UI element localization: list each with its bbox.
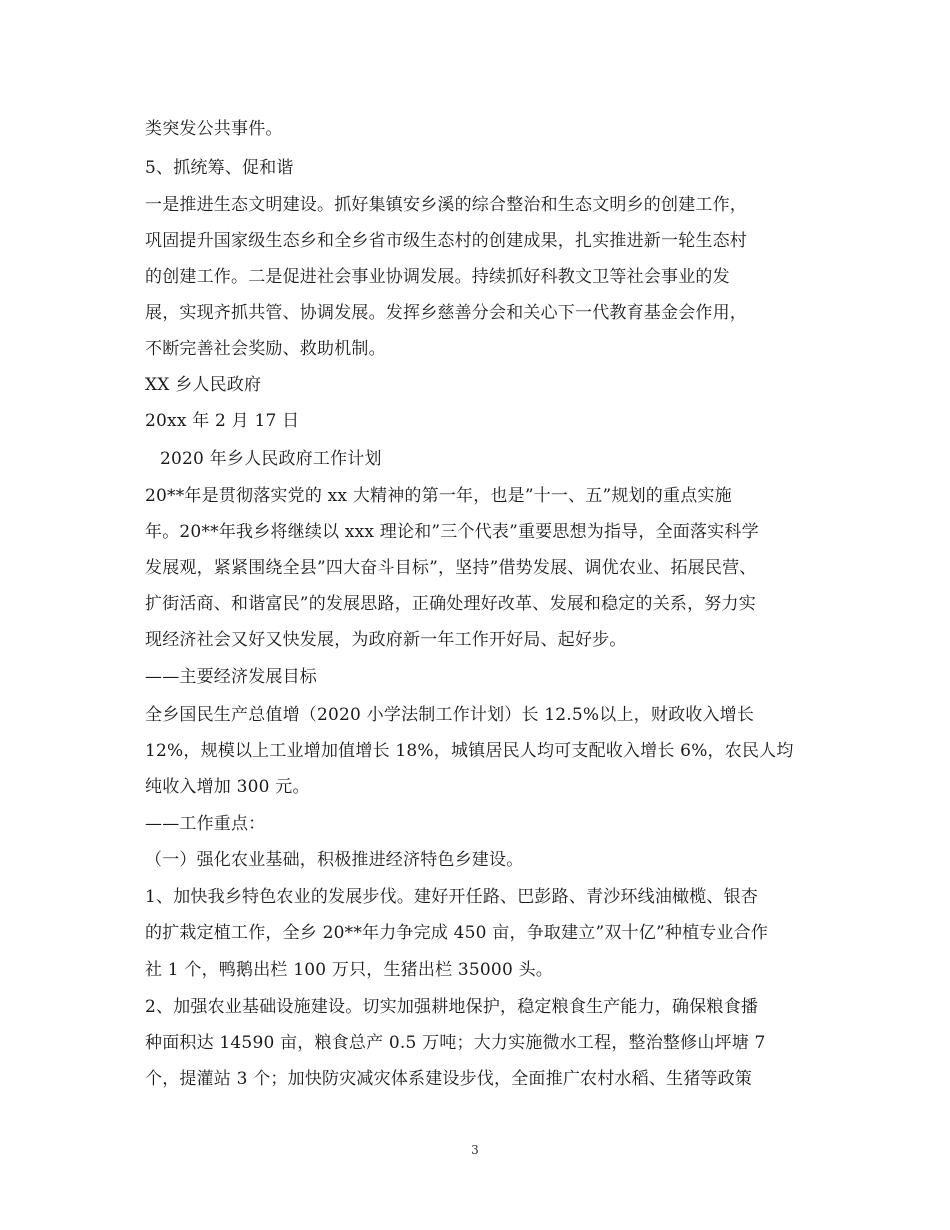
signature-organization: XX 乡人民政府 bbox=[145, 375, 262, 395]
text-line: 的扩栽定植工作，全乡 20**年力争完成 450 亩，争取建立”双十亿”种植专业合作 bbox=[145, 923, 769, 943]
text-line: 个，提灌站 3 个；加快防灾减灾体系建设步伐，全面推广农村水稻、生猪等政策 bbox=[145, 1069, 753, 1089]
section-heading: ——主要经济发展目标 bbox=[145, 667, 317, 687]
section-heading: 5、抓统筹、促和谐 bbox=[145, 158, 294, 178]
text-line: 展，实现齐抓共管、协调发展。发挥乡慈善分会和关心下一代教育基金会作用， bbox=[145, 303, 747, 323]
text-line: 发展观，紧紧围绕全县”四大奋斗目标”，坚持”借势发展、调优农业、拓展民营、 bbox=[145, 558, 757, 578]
signature-date: 20xx 年 2 月 17 日 bbox=[145, 411, 300, 431]
text-line: 扩街活商、和谐富民”的发展思路，正确处理好改革、发展和稳定的关系，努力实 bbox=[145, 594, 756, 614]
text-line: 20**年是贯彻落实党的 xx 大精神的第一年，也是”十一、五”规划的重点实施 bbox=[145, 486, 732, 506]
text-line: 巩固提升国家级生态乡和全乡省市级生态村的创建成果，扎实推进新一轮生态村 bbox=[145, 231, 747, 251]
text-line: 全乡国民生产总值增（2020 小学法制工作计划）长 12.5%以上，财政收入增长 bbox=[145, 705, 755, 725]
text-line: 不断完善社会奖励、救助机制。 bbox=[145, 339, 386, 359]
subsection-heading: （一）强化农业基础，积极推进经济特色乡建设。 bbox=[145, 850, 524, 870]
section-heading: ——工作重点： bbox=[145, 814, 266, 834]
text-line: 社 1 个，鸭鹅出栏 100 万只，生猪出栏 35000 头。 bbox=[145, 960, 553, 980]
text-line: 2、加强农业基础设施建设。切实加强耕地保护，稳定粮食生产能力，确保粮食播 bbox=[145, 997, 759, 1017]
text-line: 类突发公共事件。 bbox=[145, 119, 283, 139]
page-number: 3 bbox=[471, 1143, 479, 1157]
text-line: 种面积达 14590 亩，粮食总产 0.5 万吨；大力实施微水工程，整治整修山坪塘 7 bbox=[145, 1033, 766, 1053]
text-line: 一是推进生态文明建设。抓好集镇安乡溪的综合整治和生态文明乡的创建工作， bbox=[145, 195, 747, 215]
text-line: 的创建工作。二是促进社会事业协调发展。持续抓好科教文卫等社会事业的发 bbox=[145, 267, 730, 287]
text-line: 纯收入增加 300 元。 bbox=[145, 777, 310, 797]
text-line: 1、加快我乡特色农业的发展步伐。建好开任路、巴彭路、青沙环线油橄榄、银杏 bbox=[145, 887, 759, 907]
document-title: 2020 年乡人民政府工作计划 bbox=[160, 449, 382, 469]
text-line: 现经济社会又好又快发展，为政府新一年工作开好局、起好步。 bbox=[145, 630, 627, 650]
text-line: 年。20**年我乡将继续以 xxx 理论和”三个代表”重要思想为指导，全面落实科学 bbox=[145, 522, 759, 542]
text-line: 12%，规模以上工业增加值增长 18%，城镇居民人均可支配收入增长 6%，农民人均 bbox=[145, 741, 794, 761]
